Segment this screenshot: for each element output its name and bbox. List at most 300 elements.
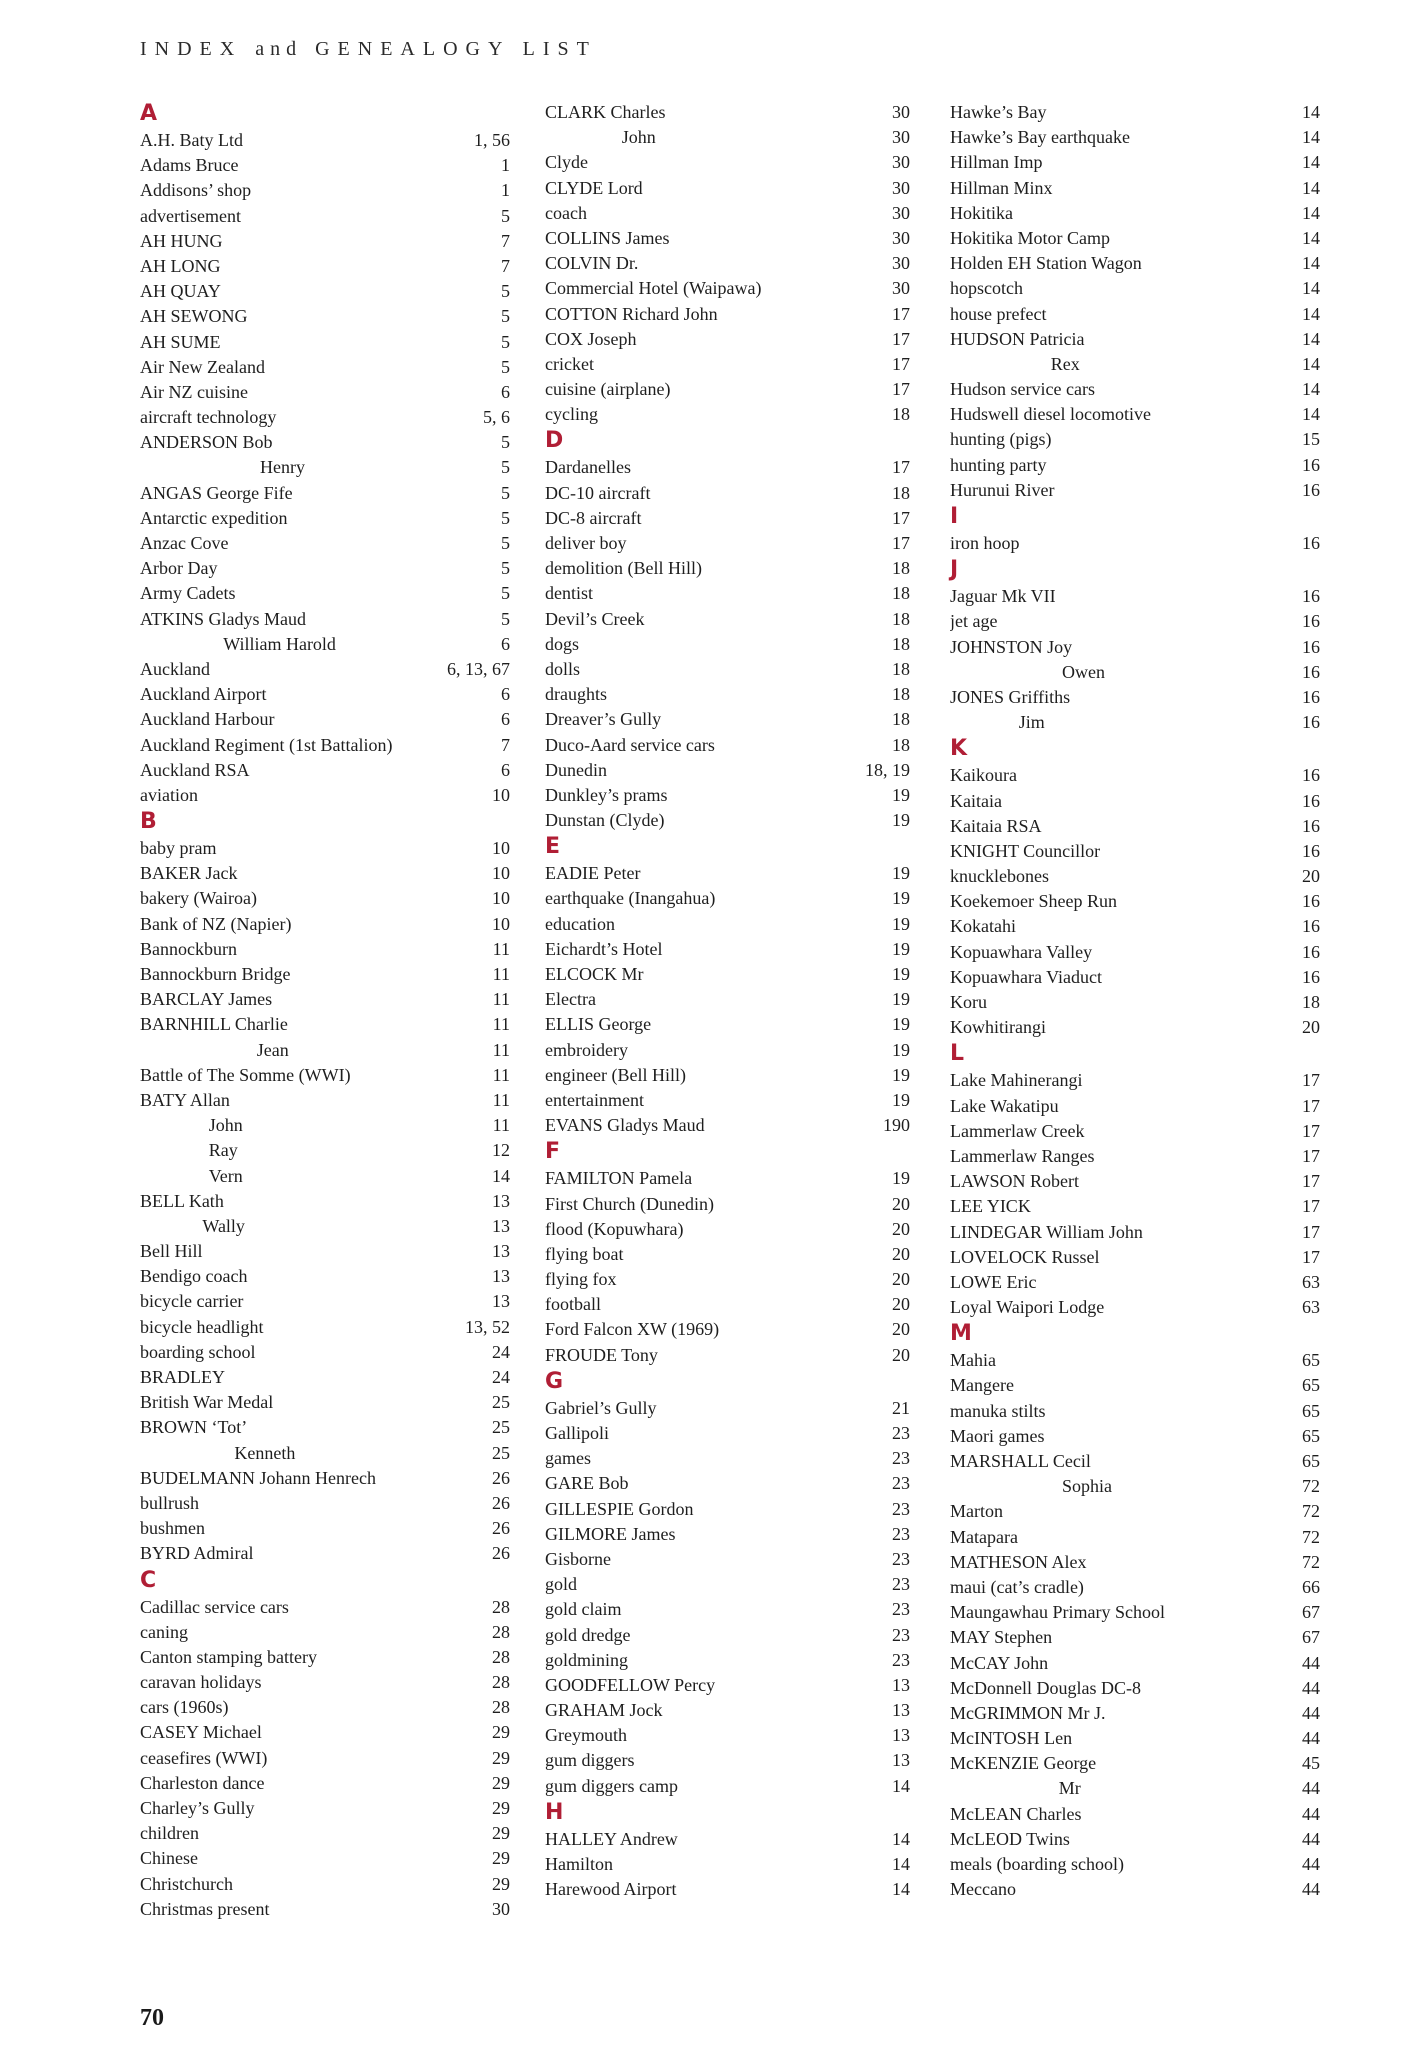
page-references: 18 — [892, 658, 910, 679]
index-entry — [140, 1541, 510, 1566]
page-references: 13 — [492, 1190, 510, 1211]
index-term: McLEAN Charles — [950, 1803, 1082, 1824]
page-references: 1 — [501, 155, 510, 176]
page-references: 5 — [501, 583, 510, 604]
page-references: 23 — [892, 1523, 910, 1544]
index-entry — [140, 1164, 510, 1189]
index-entry — [140, 430, 510, 455]
index-entry — [545, 377, 910, 402]
index-entry — [950, 889, 1320, 914]
index-entry — [950, 1194, 1320, 1219]
index-entry — [545, 1471, 910, 1496]
index-term: demolition (Bell Hill) — [545, 558, 702, 579]
page-references: 28 — [492, 1672, 510, 1693]
page-references: 26 — [492, 1518, 510, 1539]
page-references: 45 — [1302, 1753, 1320, 1774]
index-entry — [950, 1802, 1320, 1827]
page-references: 29 — [492, 1772, 510, 1793]
index-entry — [950, 226, 1320, 251]
section-letter-heading: L — [950, 1041, 965, 1067]
page-references: 20 — [892, 1294, 910, 1315]
page-references: 16 — [1302, 686, 1320, 707]
index-entry — [950, 302, 1320, 327]
index-entry — [950, 1726, 1320, 1751]
page-references: 5 — [501, 432, 510, 453]
index-term: Henry — [260, 457, 305, 478]
index-section — [950, 735, 1320, 1040]
index-term: McCAY John — [950, 1652, 1049, 1673]
index-entry — [950, 377, 1320, 402]
index-term: gold claim — [545, 1599, 622, 1620]
index-entry — [545, 150, 910, 175]
index-term: meals (boarding school) — [950, 1854, 1124, 1874]
index-term: Wally — [202, 1215, 245, 1236]
index-entry — [545, 1648, 910, 1673]
page-references: 16 — [1302, 533, 1320, 553]
page-references: 19 — [892, 1168, 910, 1189]
index-entry — [140, 1466, 510, 1491]
index-entry — [545, 1623, 910, 1648]
index-entry — [140, 304, 510, 329]
index-term: McGRIMMON Mr J. — [950, 1702, 1106, 1723]
index-entry — [950, 1499, 1320, 1524]
index-entry — [950, 478, 1320, 503]
page-references: 6 — [501, 684, 510, 705]
index-term: Mahia — [950, 1350, 996, 1371]
index-term: cuisine (airplane) — [545, 379, 671, 400]
index-term: GARE Bob — [545, 1473, 629, 1494]
page-references: 17 — [892, 303, 910, 324]
page-references: 29 — [492, 1848, 510, 1869]
index-entry — [140, 1491, 510, 1516]
index-term: MATHESON Alex — [950, 1551, 1087, 1572]
index-term: Meccano — [950, 1879, 1016, 1900]
index-term: gold dredge — [545, 1624, 631, 1645]
index-entry — [140, 1063, 510, 1088]
page-references: 23 — [892, 1498, 910, 1519]
index-term: flying fox — [545, 1269, 617, 1290]
page-references: 29 — [492, 1823, 510, 1844]
index-entry — [140, 1897, 510, 1922]
page-references: 28 — [492, 1697, 510, 1718]
index-term: house prefect — [950, 303, 1047, 324]
index-term: Bell Hill — [140, 1241, 203, 1262]
page-references: 23 — [892, 1649, 910, 1670]
index-entry — [950, 1245, 1320, 1270]
index-term: LINDEGAR William John — [950, 1221, 1143, 1242]
page-references: 14 — [1302, 379, 1320, 400]
index-term: Chinese — [140, 1848, 198, 1869]
index-term: Kenneth — [234, 1442, 296, 1463]
index-entry — [950, 1015, 1320, 1040]
index-entry — [950, 1449, 1320, 1474]
section-letter-heading: J — [950, 557, 959, 583]
page-references: 20 — [892, 1218, 910, 1239]
index-term: flood (Kopuwhara) — [545, 1218, 684, 1239]
page-references: 13, 52 — [465, 1316, 510, 1337]
page-references: 44 — [1302, 1728, 1320, 1749]
page-references: 14 — [1302, 202, 1320, 223]
page-references: 20 — [892, 1243, 910, 1264]
page-references: 26 — [492, 1492, 510, 1513]
index-entry — [140, 254, 510, 279]
index-entry — [140, 607, 510, 632]
index-term: jet age — [950, 611, 998, 632]
page-references: 5 — [501, 533, 510, 553]
index-entry — [950, 1776, 1320, 1801]
page-references: 14 — [492, 1165, 510, 1186]
page-references: 17 — [892, 328, 910, 349]
index-term: dentist — [545, 583, 593, 604]
section-letter-heading: C — [140, 1567, 157, 1593]
index-entry — [140, 1846, 510, 1871]
index-term: Jim — [1018, 712, 1045, 733]
index-entry — [140, 1746, 510, 1771]
index-entry — [545, 912, 910, 937]
index-entry — [950, 940, 1320, 965]
page-references: 30 — [492, 1898, 510, 1919]
index-term: Bannockburn Bridge — [140, 964, 291, 984]
index-term: FAMILTON Pamela — [545, 1168, 693, 1189]
page-references: 14 — [1302, 177, 1320, 198]
index-entry — [140, 1415, 510, 1440]
page-references: 44 — [1302, 1828, 1320, 1849]
page-references: 11 — [492, 1089, 510, 1110]
page-references: 13 — [892, 1750, 910, 1771]
index-entry — [950, 1827, 1320, 1852]
page-references: 6 — [501, 759, 510, 780]
index-entry — [140, 1796, 510, 1821]
page-references: 19 — [892, 1039, 910, 1060]
index-entry — [140, 531, 510, 556]
index-entry — [545, 1673, 910, 1698]
index-entry — [950, 276, 1320, 301]
index-entry — [950, 1474, 1320, 1499]
page-references: 30 — [892, 227, 910, 248]
index-entry — [545, 607, 910, 632]
page-references: 14 — [1302, 102, 1320, 122]
page-references: 67 — [1302, 1602, 1320, 1623]
page-references: 17 — [892, 353, 910, 374]
page-references: 5 — [501, 205, 510, 226]
index-term: LOVELOCK Russel — [950, 1246, 1100, 1267]
index-term: Rex — [1050, 353, 1080, 374]
index-term: GOODFELLOW Percy — [545, 1674, 716, 1695]
index-entry — [545, 758, 910, 783]
index-entry — [545, 1166, 910, 1191]
page-references: 19 — [892, 1089, 910, 1110]
index-term: Auckland Regiment (1st Battalion) — [140, 734, 393, 755]
index-entry — [140, 204, 510, 229]
index-entry — [950, 176, 1320, 201]
index-term: ANDERSON Bob — [140, 432, 273, 453]
index-section — [140, 100, 510, 808]
page-references: 18 — [892, 583, 910, 604]
page-references: 65 — [1302, 1400, 1320, 1421]
section-letter-heading: G — [545, 1368, 564, 1394]
index-entry — [140, 506, 510, 531]
index-entry — [950, 1550, 1320, 1575]
page-references: 72 — [1302, 1476, 1320, 1497]
page-references: 18 — [892, 608, 910, 629]
index-term: bicycle headlight — [140, 1316, 264, 1337]
index-entry — [140, 1289, 510, 1314]
index-term: Hokitika Motor Camp — [950, 227, 1110, 248]
index-entry — [950, 1701, 1320, 1726]
index-entry — [545, 1012, 910, 1037]
index-term: Harewood Airport — [545, 1879, 677, 1900]
page-references: 18 — [892, 404, 910, 425]
index-entry — [950, 1094, 1320, 1119]
index-term: ELCOCK Mr — [545, 964, 644, 984]
index-entry — [140, 783, 510, 808]
page-references: 66 — [1302, 1576, 1320, 1597]
index-entry — [545, 176, 910, 201]
index-term: Dunedin — [545, 759, 607, 780]
index-term: First Church (Dunedin) — [545, 1193, 714, 1214]
index-term: gold — [545, 1574, 578, 1595]
index-entry — [140, 1239, 510, 1264]
index-term: Lammerlaw Ranges — [950, 1145, 1095, 1166]
page-references: 23 — [892, 1423, 910, 1443]
page-references: 19 — [892, 888, 910, 909]
index-entry — [545, 125, 910, 150]
page-references: 19 — [892, 810, 910, 831]
index-entry — [140, 657, 510, 682]
index-term: Hokitika — [950, 202, 1013, 223]
page-references: 16 — [1302, 815, 1320, 836]
index-term: Arbor Day — [140, 558, 218, 579]
page-references: 20 — [892, 1193, 910, 1214]
index-term: MAY Stephen — [950, 1627, 1053, 1648]
index-term: football — [545, 1294, 601, 1315]
index-entry — [545, 1038, 910, 1063]
index-entry — [545, 1877, 910, 1902]
page-references: 26 — [492, 1467, 510, 1488]
index-entry — [950, 1651, 1320, 1676]
index-term: AH SUME — [140, 331, 221, 352]
index-term: goldmining — [545, 1649, 629, 1670]
page-references: 17 — [1302, 1145, 1320, 1166]
page-references: 16 — [1302, 586, 1320, 607]
page-references: 17 — [1302, 1196, 1320, 1217]
page-references: 65 — [1302, 1375, 1320, 1396]
index-term: boarding school — [140, 1341, 256, 1362]
index-column-1 — [140, 100, 510, 1922]
index-term: Gallipoli — [545, 1423, 609, 1443]
index-entry — [950, 1424, 1320, 1449]
page-references: 63 — [1302, 1297, 1320, 1318]
index-term: gum diggers camp — [545, 1775, 678, 1796]
page-references: 11 — [492, 1039, 510, 1060]
index-term: Clyde — [545, 152, 588, 173]
index-entry — [140, 912, 510, 937]
index-entry — [140, 1138, 510, 1163]
section-letter-heading: B — [140, 809, 157, 835]
index-term: LOWE Eric — [950, 1271, 1037, 1292]
index-entry — [545, 987, 910, 1012]
index-term: Vern — [208, 1165, 243, 1186]
page-references: 7 — [501, 255, 510, 276]
page-references: 20 — [892, 1319, 910, 1340]
page-references: 23 — [892, 1574, 910, 1595]
index-section — [950, 100, 1320, 503]
page-references: 18 — [1302, 992, 1320, 1012]
index-term: COX Joseph — [545, 328, 637, 349]
page-references: 18 — [892, 633, 910, 654]
page-references: 44 — [1302, 1702, 1320, 1723]
index-entry — [950, 1575, 1320, 1600]
page-references: 19 — [892, 989, 910, 1010]
page-references: 20 — [892, 1269, 910, 1290]
page-references: 17 — [892, 507, 910, 528]
index-term: Battle of The Somme (WWI) — [140, 1064, 351, 1085]
index-entry — [950, 1600, 1320, 1625]
index-entry — [140, 861, 510, 886]
page-references: 25 — [492, 1442, 510, 1463]
index-term: EADIE Peter — [545, 863, 641, 884]
index-entry — [950, 125, 1320, 150]
page-references: 6 — [501, 709, 510, 730]
page-references: 10 — [492, 888, 510, 909]
index-entry — [140, 758, 510, 783]
page-references: 20 — [892, 1344, 910, 1365]
index-term: children — [140, 1823, 199, 1844]
page-references: 5 — [501, 356, 510, 377]
page-references: 30 — [892, 278, 910, 299]
page-references: 14 — [1302, 404, 1320, 425]
index-entry — [950, 1119, 1320, 1144]
index-entry — [950, 427, 1320, 452]
page-references: 19 — [892, 1014, 910, 1035]
index-term: KNIGHT Councillor — [950, 840, 1101, 861]
index-entry — [950, 1068, 1320, 1093]
page-references: 19 — [892, 964, 910, 984]
index-term: Hillman Minx — [950, 177, 1053, 198]
index-entry — [545, 581, 910, 606]
index-entry — [545, 1317, 910, 1342]
index-entry — [545, 1063, 910, 1088]
index-entry — [950, 1295, 1320, 1320]
index-term: Auckland Harbour — [140, 709, 275, 730]
page-references: 14 — [892, 1879, 910, 1900]
page-references: 16 — [1302, 479, 1320, 500]
index-entry — [545, 1723, 910, 1748]
index-term: COLVIN Dr. — [545, 253, 639, 274]
page-references: 14 — [892, 1775, 910, 1796]
index-entry — [950, 201, 1320, 226]
index-term: COTTON Richard John — [545, 303, 718, 324]
index-term: Jaguar Mk VII — [950, 586, 1056, 607]
page-references: 13 — [492, 1215, 510, 1236]
index-term: advertisement — [140, 205, 241, 226]
page-references: 23 — [892, 1624, 910, 1645]
index-term: Army Cadets — [140, 583, 236, 604]
index-term: cycling — [545, 404, 598, 425]
index-term: knucklebones — [950, 866, 1049, 887]
index-entry — [140, 937, 510, 962]
index-section — [950, 556, 1320, 735]
index-term: Owen — [1062, 661, 1105, 682]
page-references: 14 — [1302, 253, 1320, 274]
index-entry — [545, 1446, 910, 1471]
index-entry — [140, 1113, 510, 1138]
index-term: FROUDE Tony — [545, 1344, 658, 1365]
page-references: 5 — [501, 608, 510, 629]
page-references: 16 — [1302, 611, 1320, 632]
page-references: 14 — [1302, 328, 1320, 349]
index-term: hopscotch — [950, 278, 1023, 299]
index-entry — [545, 327, 910, 352]
index-term: coach — [545, 202, 587, 223]
page-references: 16 — [1302, 790, 1320, 811]
page-references: 16 — [1302, 840, 1320, 861]
index-term: McINTOSH Len — [950, 1728, 1073, 1749]
index-term: Jean — [256, 1039, 289, 1060]
page-references: 11 — [492, 938, 510, 959]
index-term: GRAHAM Jock — [545, 1700, 663, 1721]
index-term: Ray — [208, 1140, 238, 1161]
index-entry — [545, 1421, 910, 1446]
index-entry — [140, 380, 510, 405]
index-term: games — [545, 1448, 591, 1469]
index-term: aircraft technology — [140, 407, 277, 428]
index-term: Hillman Imp — [950, 152, 1043, 173]
page-references: 30 — [892, 253, 910, 274]
index-entry — [545, 682, 910, 707]
running-head — [140, 38, 597, 61]
index-entry — [950, 1220, 1320, 1245]
index-entry — [140, 1365, 510, 1390]
index-section — [545, 100, 910, 427]
index-term: Kopuawhara Valley — [950, 941, 1093, 962]
index-term: AH LONG — [140, 255, 221, 276]
index-term: Adams Bruce — [140, 155, 239, 176]
index-term: Hudswell diesel locomotive — [950, 404, 1151, 425]
page-references: 17 — [1302, 1070, 1320, 1091]
page-references: 21 — [892, 1397, 910, 1418]
index-entry — [140, 1038, 510, 1063]
index-term: British War Medal — [140, 1392, 274, 1413]
index-term: cricket — [545, 353, 594, 374]
index-entry — [950, 1399, 1320, 1424]
index-entry — [140, 153, 510, 178]
index-term: BAKER Jack — [140, 863, 238, 884]
page-references: 18 — [892, 558, 910, 579]
index-entry — [545, 251, 910, 276]
index-column-2 — [545, 100, 910, 1902]
page-references: 19 — [892, 784, 910, 805]
index-term: flying boat — [545, 1243, 624, 1264]
index-term: Kaikoura — [950, 765, 1017, 786]
index-term: Christchurch — [140, 1873, 233, 1894]
page-references: 5 — [501, 482, 510, 503]
index-entry — [545, 1192, 910, 1217]
page-references: 65 — [1302, 1451, 1320, 1471]
page-references: 26 — [492, 1543, 510, 1564]
index-entry — [545, 1217, 910, 1242]
page-references: 16 — [1302, 765, 1320, 786]
index-term: Eichardt’s Hotel — [545, 938, 663, 959]
index-term: GILLESPIE Gordon — [545, 1498, 694, 1519]
page-references: 30 — [892, 177, 910, 198]
page-references: 10 — [492, 863, 510, 884]
index-term: BARCLAY James — [140, 989, 273, 1010]
index-term: Auckland — [140, 658, 210, 679]
index-entry — [545, 1698, 910, 1723]
index-section — [545, 427, 910, 833]
index-entry — [545, 455, 910, 480]
